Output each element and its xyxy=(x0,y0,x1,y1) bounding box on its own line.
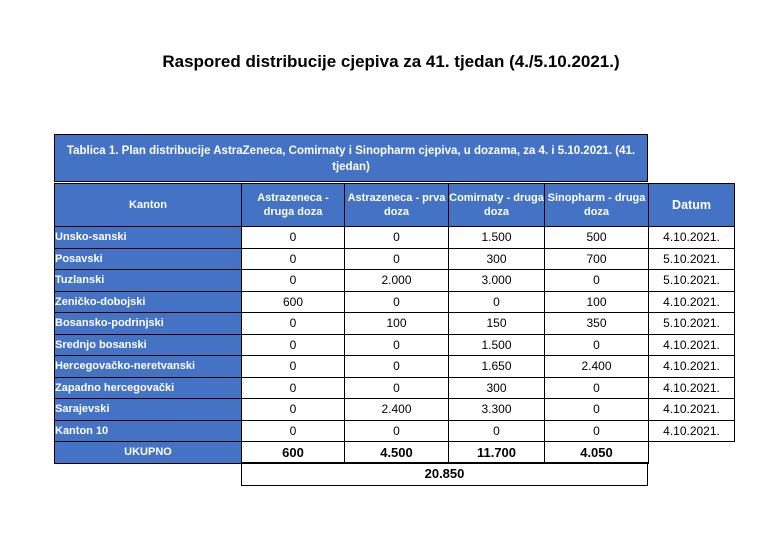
header-astrazeneca-druga: Astrazeneca - druga doza xyxy=(242,184,345,227)
kanton-cell: Sarajevski xyxy=(55,399,242,421)
astra2-cell: 600 xyxy=(242,291,345,313)
astra2-cell: 0 xyxy=(242,313,345,335)
comirnaty-cell: 1.500 xyxy=(449,227,545,249)
comirnaty-cell: 300 xyxy=(449,377,545,399)
empty-cell xyxy=(649,442,735,464)
header-row xyxy=(55,184,735,227)
header-astrazeneca-prva: Astrazeneca - prva doza xyxy=(345,184,449,227)
page-title: Raspored distribucije cjepiva za 41. tjedan (4./5.10.2021.) xyxy=(162,52,620,71)
astra1-cell: 0 xyxy=(345,334,449,356)
sinopharm-cell: 0 xyxy=(545,377,649,399)
comirnaty-cell: 3.300 xyxy=(449,399,545,421)
kanton-cell: Bosansko-podrinjski xyxy=(55,313,242,335)
datum-cell: 4.10.2021. xyxy=(649,420,735,442)
datum-cell: 4.10.2021. xyxy=(649,227,735,249)
kanton-cell: Posavski xyxy=(55,248,242,270)
sinopharm-cell: 0 xyxy=(545,334,649,356)
total-astra1: 4.500 xyxy=(345,442,449,464)
table-row xyxy=(55,356,735,378)
astra2-cell: 0 xyxy=(242,334,345,356)
sinopharm-cell: 0 xyxy=(545,420,649,442)
astra1-cell: 0 xyxy=(345,227,449,249)
kanton-cell: Srednjo bosanski xyxy=(55,334,242,356)
table-row xyxy=(55,313,735,335)
kanton-cell: Zeničko-dobojski xyxy=(55,291,242,313)
datum-cell: 4.10.2021. xyxy=(649,334,735,356)
astra2-cell: 0 xyxy=(242,356,345,378)
total-astra2: 600 xyxy=(242,442,345,464)
astra1-cell: 0 xyxy=(345,356,449,378)
datum-cell: 4.10.2021. xyxy=(649,399,735,421)
table-row xyxy=(55,248,735,270)
astra2-cell: 0 xyxy=(242,248,345,270)
kanton-cell: Hercegovačko-neretvanski xyxy=(55,356,242,378)
sinopharm-cell: 2.400 xyxy=(545,356,649,378)
sinopharm-cell: 100 xyxy=(545,291,649,313)
comirnaty-cell: 150 xyxy=(449,313,545,335)
astra1-cell: 2.400 xyxy=(345,399,449,421)
total-comirnaty: 11.700 xyxy=(449,442,545,464)
distribution-table xyxy=(54,183,735,464)
comirnaty-cell: 0 xyxy=(449,420,545,442)
datum-cell: 5.10.2021. xyxy=(649,313,735,335)
astra1-cell: 0 xyxy=(345,377,449,399)
astra2-cell: 0 xyxy=(242,227,345,249)
astra1-cell: 100 xyxy=(345,313,449,335)
comirnaty-cell: 1.500 xyxy=(449,334,545,356)
total-row xyxy=(55,442,735,464)
astra1-cell: 2.000 xyxy=(345,270,449,292)
sinopharm-cell: 500 xyxy=(545,227,649,249)
table-row xyxy=(55,291,735,313)
sinopharm-cell: 0 xyxy=(545,270,649,292)
comirnaty-cell: 300 xyxy=(449,248,545,270)
astra2-cell: 0 xyxy=(242,420,345,442)
astra2-cell: 0 xyxy=(242,399,345,421)
datum-cell: 4.10.2021. xyxy=(649,356,735,378)
astra2-cell: 0 xyxy=(242,377,345,399)
datum-cell: 5.10.2021. xyxy=(649,248,735,270)
kanton-cell: Tuzlanski xyxy=(55,270,242,292)
comirnaty-cell: 1.650 xyxy=(449,356,545,378)
datum-cell: 5.10.2021. xyxy=(649,270,735,292)
comirnaty-cell: 0 xyxy=(449,291,545,313)
header-kanton: Kanton xyxy=(55,184,242,227)
grand-total: 20.850 xyxy=(241,462,648,486)
table-row xyxy=(55,270,735,292)
total-sinopharm: 4.050 xyxy=(545,442,649,464)
table-row xyxy=(55,227,735,249)
table-row xyxy=(55,334,735,356)
astra1-cell: 0 xyxy=(345,420,449,442)
sinopharm-cell: 0 xyxy=(545,399,649,421)
kanton-cell: Zapadno hercegovački xyxy=(55,377,242,399)
kanton-cell: Kanton 10 xyxy=(55,420,242,442)
datum-cell: 4.10.2021. xyxy=(649,377,735,399)
header-comirnaty: Comirnaty - druga doza xyxy=(449,184,545,227)
astra2-cell: 0 xyxy=(242,270,345,292)
datum-cell: 4.10.2021. xyxy=(649,291,735,313)
comirnaty-cell: 3.000 xyxy=(449,270,545,292)
header-sinopharm: Sinopharm - druga doza xyxy=(545,184,649,227)
kanton-cell: Unsko-sanski xyxy=(55,227,242,249)
table-row xyxy=(55,377,735,399)
astra1-cell: 0 xyxy=(345,248,449,270)
sinopharm-cell: 700 xyxy=(545,248,649,270)
table-caption: Tablica 1. Plan distribucije AstraZeneca, Comirnaty i Sinopharm cjepiva, u dozama, za 4. i 5.10.2021. (41. tjedan) xyxy=(54,134,648,182)
total-label: UKUPNO xyxy=(55,442,242,464)
header-datum: Datum xyxy=(649,184,735,227)
table-row xyxy=(55,420,735,442)
sinopharm-cell: 350 xyxy=(545,313,649,335)
table-row xyxy=(55,399,735,421)
astra1-cell: 0 xyxy=(345,291,449,313)
